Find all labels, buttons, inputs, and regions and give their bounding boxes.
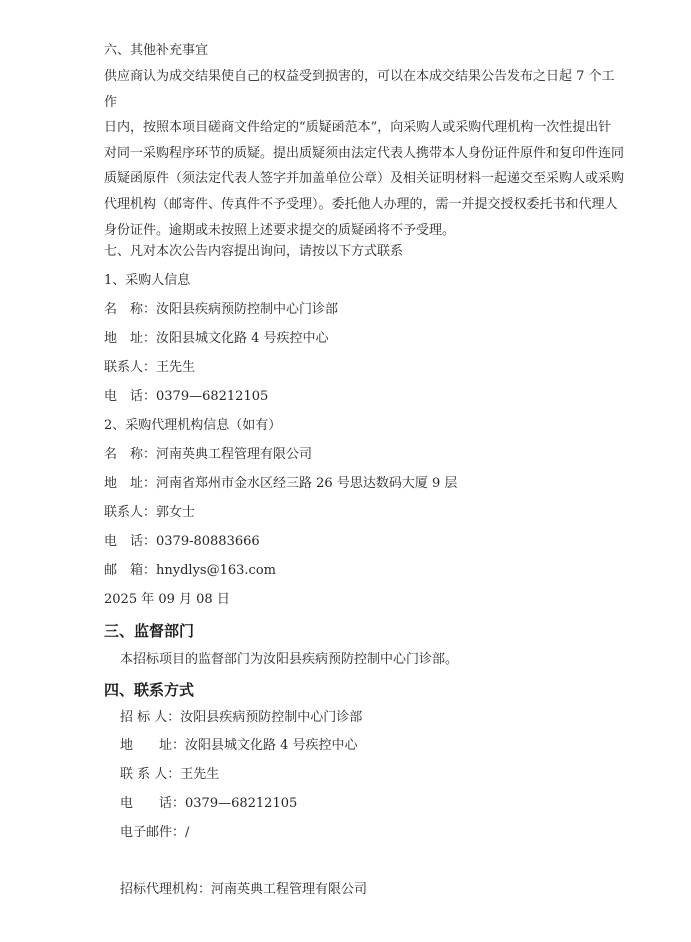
contact-person-row xyxy=(120,767,219,783)
agency-email-label: 邮 箱： xyxy=(104,563,157,578)
contact-person-label: 联 系 人： xyxy=(120,767,181,782)
section-6-heading: 六、其他补充事宜 xyxy=(104,43,209,58)
buyer-info-title: 1、采购人信息 xyxy=(104,273,191,288)
agency-address: 河南省郑州市金水区经三路 26 号思达数码大厦 9 层 xyxy=(156,476,458,491)
section-6-paragraph xyxy=(104,64,624,243)
contact-person: 王先生 xyxy=(180,767,220,782)
contact-address-label: 地 址： xyxy=(120,738,186,753)
agency-contact-row xyxy=(104,505,195,521)
tenderer: 汝阳县疾病预防控制中心门诊部 xyxy=(180,710,363,725)
agency-phone-label: 电 话： xyxy=(104,534,157,549)
para-line-4: 质疑函原件（须法定代表人签字并加盖单位公章）及相关证明材料一起递交至采购人或采购 xyxy=(104,171,625,187)
agency-info-title: 2、采购代理机构信息（如有） xyxy=(104,418,282,433)
buyer-contact-label: 联系人： xyxy=(104,360,157,375)
agency-address-row xyxy=(104,476,457,492)
contact-email: / xyxy=(185,825,190,840)
buyer-address-row xyxy=(104,331,329,347)
tender-agency-row xyxy=(120,882,367,898)
tender-agency-label: 招标代理机构： xyxy=(120,882,212,897)
tender-agency: 河南英典工程管理有限公司 xyxy=(211,882,368,897)
para-line-1: 供应商认为成交结果使自己的权益受到损害的，可以在本成交结果公告发布之日起 7 个工作 xyxy=(104,69,615,110)
buyer-name: 汝阳县疾病预防控制中心门诊部 xyxy=(156,302,339,317)
agency-phone: 0379-80883666 xyxy=(156,534,260,549)
agency-contact-label: 联系人： xyxy=(104,505,157,520)
agency-email: hnydlys@163.com xyxy=(156,563,276,578)
contact-email-label: 电子邮件： xyxy=(120,825,186,840)
section-7-heading: 七、凡对本次公告内容提出询问，请按以下方式联系 xyxy=(104,244,404,259)
agency-name-label: 名 称： xyxy=(104,447,157,462)
buyer-contact: 王先生 xyxy=(156,360,196,375)
section-4-heading: 四、联系方式 xyxy=(104,681,195,699)
buyer-name-row xyxy=(104,302,338,318)
buyer-address: 汝阳县城文化路 4 号疾控中心 xyxy=(156,331,329,346)
contact-phone: 0379—68212105 xyxy=(185,796,298,811)
para-line-2: 日内，按照本项目磋商文件给定的“质疑函范本”，向采购人或采购代理机构一次性提出针 xyxy=(104,120,612,136)
buyer-address-label: 地 址： xyxy=(104,331,157,346)
agency-contact: 郭女士 xyxy=(156,505,196,520)
agency-address-label: 地 址： xyxy=(104,476,157,491)
tenderer-row xyxy=(120,710,362,726)
agency-name-row xyxy=(104,447,312,463)
contact-phone-row xyxy=(120,796,297,812)
supervision-text: 本招标项目的监督部门为汝阳县疾病预防控制中心门诊部。 xyxy=(120,652,459,667)
tenderer-label: 招 标 人： xyxy=(120,710,181,725)
contact-address: 汝阳县城文化路 4 号疾控中心 xyxy=(185,738,358,753)
para-line-3: 对同一采购程序环节的质疑。提出质疑须由法定代表人携带本人身份证件原件和复印件连同 xyxy=(104,145,625,161)
buyer-phone-row xyxy=(104,389,268,405)
notice-date: 2025 年 09 月 08 日 xyxy=(104,592,230,607)
buyer-phone: 0379—68212105 xyxy=(156,389,269,404)
buyer-phone-label: 电 话： xyxy=(104,389,157,404)
buyer-contact-row xyxy=(104,360,195,376)
contact-phone-label: 电 话： xyxy=(120,796,186,811)
para-line-6: 身份证件。逾期或未按照上述要求提交的质疑函将不予受理。 xyxy=(104,222,456,238)
para-line-5: 代理机构（邮寄件、传真件不予受理）。委托他人办理的，需一并提交授权委托书和代理人 xyxy=(104,196,618,212)
contact-address-row xyxy=(120,738,358,754)
buyer-name-label: 名 称： xyxy=(104,302,157,317)
contact-email-row xyxy=(120,825,189,841)
section-3-heading: 三、监督部门 xyxy=(104,622,195,640)
agency-email-row xyxy=(104,563,276,579)
agency-phone-row xyxy=(104,534,260,550)
agency-name: 河南英典工程管理有限公司 xyxy=(156,447,313,462)
